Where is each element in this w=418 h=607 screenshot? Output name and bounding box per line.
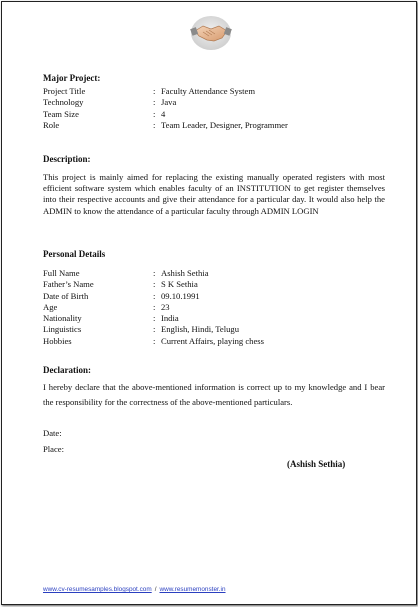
personal-detail-row-label: Age bbox=[43, 301, 58, 312]
major-project-details bbox=[43, 86, 383, 131]
personal-detail-row-label: Date of Birth bbox=[43, 290, 89, 301]
declaration-text: I hereby declare that the above-mentioned information is correct up to my knowledge and I bear the responsibility for the correctness of the above-mentioned particulars. bbox=[43, 382, 385, 407]
project-detail-row-colon: : bbox=[153, 108, 156, 119]
personal-detail-row-colon: : bbox=[153, 313, 156, 324]
personal-detail-row-value: India bbox=[161, 313, 179, 324]
project-detail-row-value: Team Leader, Designer, Programmer bbox=[161, 119, 288, 130]
project-detail-row-label: Technology bbox=[43, 97, 84, 108]
personal-detail-row-label: Full Name bbox=[43, 268, 80, 278]
personal-detail-row-colon: : bbox=[153, 335, 156, 346]
personal-detail-row-label: Hobbies bbox=[43, 335, 72, 346]
project-detail-row-colon: : bbox=[153, 86, 156, 96]
declaration-heading: Declaration: bbox=[43, 365, 91, 375]
project-detail-row-label: Team Size bbox=[43, 108, 79, 119]
personal-detail-row bbox=[43, 268, 383, 279]
footer-separator: / bbox=[154, 586, 157, 593]
project-detail-row bbox=[43, 97, 383, 108]
major-project-heading: Major Project: bbox=[43, 73, 101, 83]
personal-detail-row-label: Nationality bbox=[43, 313, 82, 324]
handshake-icon bbox=[189, 14, 233, 52]
description-heading: Description: bbox=[43, 154, 91, 164]
description-text: This project is mainly aimed for replacing the existing manually operated registers with most efficient software system which enables faculty of an INSTITUTION to get register themselves into their respective accounts and give their attendance for a particular day. It would also help the ADMIN to know the attendance of a particular faculty through ADMIN LOGIN bbox=[43, 172, 385, 216]
project-detail-row-value: Java bbox=[161, 97, 177, 108]
personal-details-heading: Personal Details bbox=[43, 249, 106, 259]
personal-detail-row bbox=[43, 302, 383, 313]
place-label: Place: bbox=[43, 444, 64, 454]
personal-detail-row-colon: : bbox=[153, 268, 156, 278]
footer-link-resumemonster[interactable]: www.resumemonster.in bbox=[159, 586, 226, 593]
personal-detail-row-value: Ashish Sethia bbox=[161, 268, 209, 278]
project-detail-row-colon: : bbox=[153, 119, 156, 130]
personal-detail-row-colon: : bbox=[153, 324, 156, 335]
personal-detail-row bbox=[43, 313, 383, 324]
personal-detail-row bbox=[43, 324, 383, 335]
personal-detail-row-colon: : bbox=[153, 290, 156, 301]
footer-link-cv-resumesamples[interactable]: www.cv-resumesamples.blogspot.com bbox=[43, 586, 152, 593]
personal-detail-row-colon: : bbox=[153, 279, 156, 290]
signature: (Ashish Sethia) bbox=[287, 459, 346, 469]
personal-detail-row-value: 09.10.1991 bbox=[161, 290, 200, 301]
personal-detail-row bbox=[43, 336, 383, 347]
project-detail-row-label: Role bbox=[43, 119, 60, 130]
project-detail-row bbox=[43, 120, 383, 131]
personal-details bbox=[43, 268, 383, 347]
personal-detail-row-value: Current Affairs, playing chess bbox=[161, 335, 264, 346]
project-detail-row-label: Project Title bbox=[43, 86, 86, 96]
project-detail-row-value: Faculty Attendance System bbox=[161, 86, 256, 96]
personal-detail-row-value: English, Hindi, Telugu bbox=[161, 324, 240, 335]
date-label: Date: bbox=[43, 428, 62, 438]
personal-detail-row-value: S K Sethia bbox=[161, 279, 198, 290]
footer-links bbox=[43, 586, 226, 593]
personal-detail-row-value: 23 bbox=[161, 301, 170, 312]
personal-detail-row-label: Father’s Name bbox=[43, 279, 94, 290]
project-detail-row-value: 4 bbox=[161, 108, 166, 119]
personal-detail-row-label: Linguistics bbox=[43, 324, 82, 335]
personal-detail-row bbox=[43, 279, 383, 290]
personal-detail-row bbox=[43, 291, 383, 302]
project-detail-row-colon: : bbox=[153, 97, 156, 108]
personal-detail-row-colon: : bbox=[153, 301, 156, 312]
resume-page bbox=[1, 1, 417, 605]
project-detail-row bbox=[43, 86, 383, 97]
project-detail-row bbox=[43, 109, 383, 120]
